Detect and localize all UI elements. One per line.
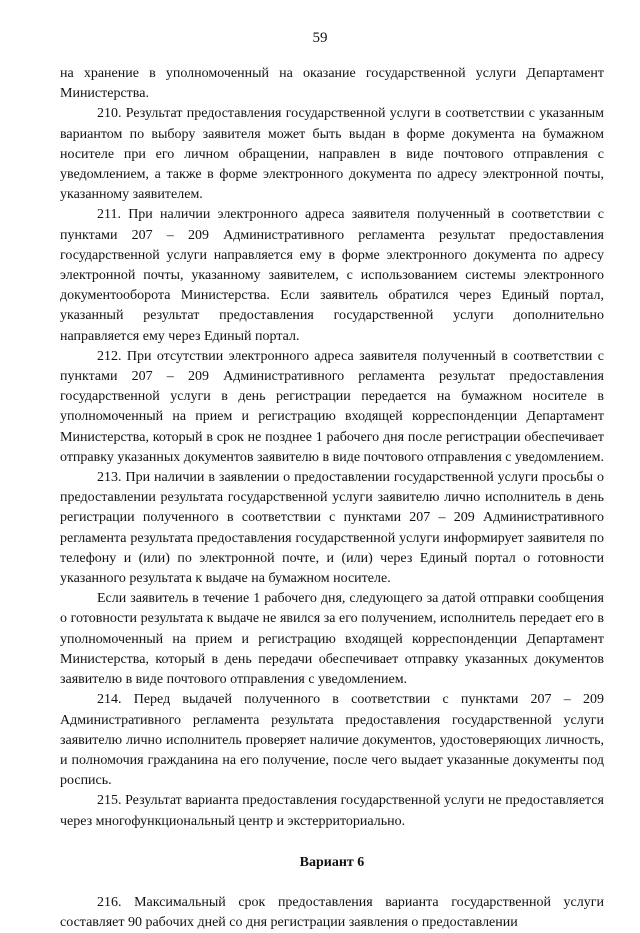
paragraph-216: 216. Максимальный срок предоставления варианта государственной услуги составляет 90 рабочих дней со дня регистрации заявления о предоставлении	[60, 894, 604, 931]
document-body	[60, 64, 604, 933]
paragraph-continuation: на хранение в уполномоченный на оказание государственной услуги Департамент Министерства.	[60, 66, 604, 102]
paragraph-211: 211. При наличии электронного адреса заявителя полученный в соответствии с пунктами 207 – 209 Административного регламента результат предоставления государственной услуги направляется ему в форме электронного документа по адресу электронной почты, указанному заявителем, с использованием системы электронного документооборота Министерства. Если заявитель обратился через Единый портал, указанный результат предоставления государственной услуги дополнительно направляется ему через Единый портал.	[60, 207, 604, 344]
paragraph-215: 215. Результат варианта предоставления государственной услуги не предоставляется через многофункциональный центр и экстерриториально.	[60, 793, 604, 829]
section-heading: Вариант 6	[299, 854, 365, 870]
paragraph-213-continued: Если заявитель в течение 1 рабочего дня, следующего за датой отправки сообщения о готовности результата к выдаче не явился за его получением, исполнитель передает его в уполномоченный на прием и регистрацию входящей корреспонденции Департамент Министерства, который в день передачи обеспечивает отправку указанных документов заявителю в виде почтового отправления с уведомлением.	[60, 591, 604, 688]
page-number: 59	[312, 30, 328, 46]
paragraph-210: 210. Результат предоставления государственной услуги в соответствии с указанным вариантом по выбору заявителя может быть выдан в форме документа на бумажном носителе при его личном обращении, направлен в виде почтового отправления с уведомлением, а также в форме электронного документа по адресу электронной почты, указанному заявителем.	[60, 106, 604, 203]
paragraph-212: 212. При отсутствии электронного адреса заявителя полученный в соответствии с пунктами 207 – 209 Административного регламента результат предоставления государственной услуги в день регистрации передается на бумажном носителе в уполномоченный на прием и регистрацию входящей корреспонденции Департамент Министерства, который в срок не позднее 1 рабочего дня после регистрации обеспечивает отправку указанных документов заявителю в виде почтового отправления с уведомлением.	[60, 348, 605, 465]
paragraph-213: 213. При наличии в заявлении о предоставлении государственной услуги просьбы о предоставлении результата государственной услуги заявителю лично исполнитель в день регистрации полученного в соответствии с пунктами 207 – 209 Административного регламента результата предоставления государственной услуги информирует заявителя по телефону и (или) по электронной почте, и (или) через Единый портал о готовности указанного результата к выдаче на бумажном носителе.	[60, 470, 604, 587]
paragraph-214: 214. Перед выдачей полученного в соответствии с пунктами 207 – 209 Административного регламента результата предоставления государственной услуги заявителю лично исполнитель проверяет наличие документов, удостоверяющих личность, и полномочия гражданина на его получение, после чего выдает указанные документы под роспись.	[60, 692, 604, 789]
